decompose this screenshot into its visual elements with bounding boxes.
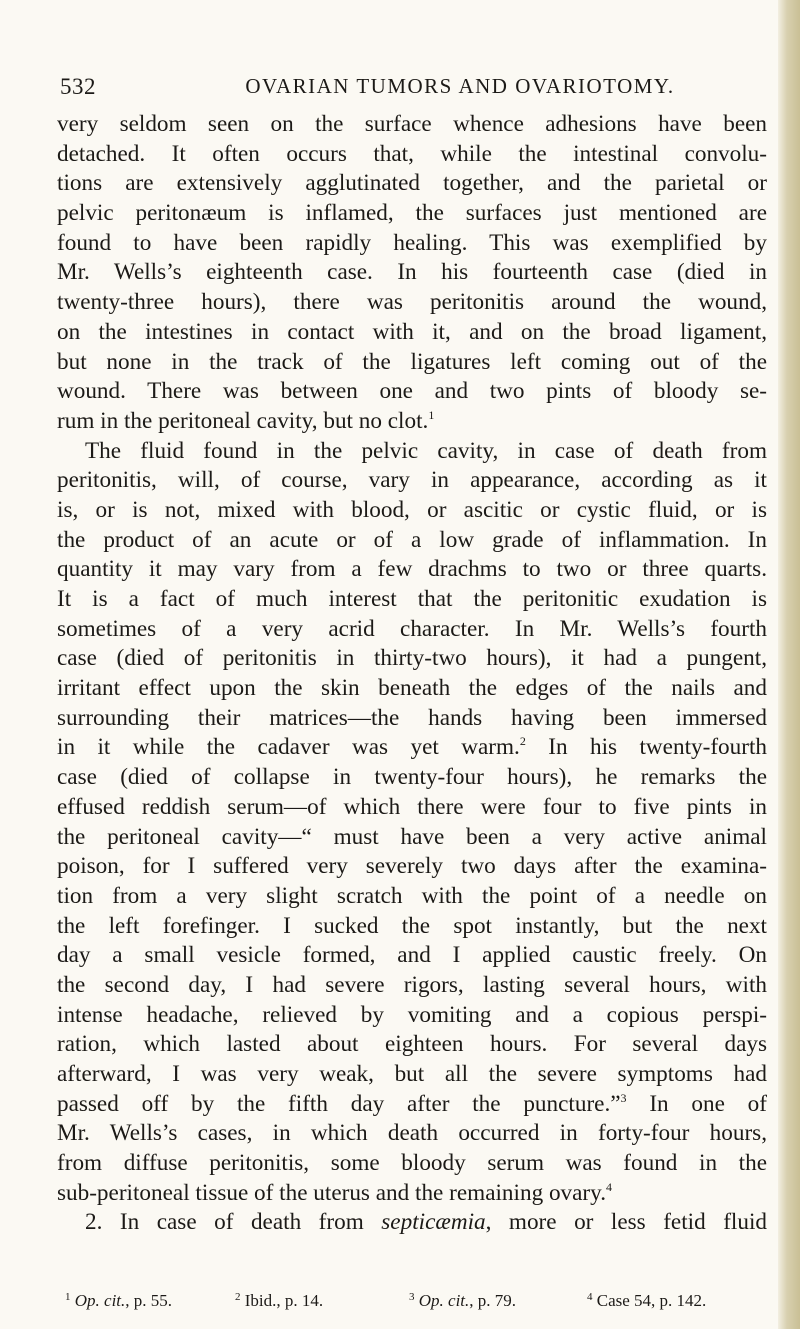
footnote-4: [587, 1291, 706, 1311]
text-line: [57, 704, 767, 734]
text-line: [57, 1001, 767, 1031]
line-text: intense headache, relieved by vomiting and a copious perspi-: [57, 1001, 767, 1028]
text-line: [57, 1208, 767, 1238]
footnote-2: [235, 1291, 323, 1311]
line-text: the left forefinger. I sucked the spot instantly, but the next: [57, 912, 767, 939]
line-text: the second day, I had severe rigors, lasting several hours, with: [57, 971, 767, 998]
footnote-3: [409, 1291, 516, 1311]
text-line: [57, 466, 767, 496]
text-line: [57, 526, 767, 556]
text-line: [57, 733, 767, 763]
line-text: twenty-three hours), there was peritonitis around the wound,: [57, 289, 767, 316]
footnote-marker: 2: [235, 1291, 241, 1303]
line-text: effused reddish serum—of which there were four to five pints in: [57, 793, 767, 820]
line-text: Mr. Wells’s eighteenth case. In his fourteenth case (died in: [57, 259, 767, 286]
line-text: quantity it may vary from a few drachms to two or three quarts.: [57, 556, 767, 583]
line-text: is, or is not, mixed with blood, or ascitic or cystic fluid, or is: [57, 496, 767, 523]
line-text: detached. It often occurs that, while the intestinal convolu-: [57, 140, 767, 167]
text-line: [57, 763, 767, 793]
line-text: peritonitis, will, of course, vary in appearance, according as it: [57, 467, 767, 494]
line-text: sometimes of a very acrid character. In Mr. Wells’s fourth: [57, 615, 767, 642]
line-text: afterward, I was very weak, but all the severe symptoms had: [57, 1061, 767, 1087]
line-text: on the intestines in contact with it, and on the broad ligament,: [57, 318, 767, 345]
line-text: from diffuse peritonitis, some bloody serum was found in the: [57, 1150, 767, 1177]
line-text-continued: In his twenty-fourth: [525, 734, 767, 761]
footnote-ref[interactable]: 4: [606, 1179, 613, 1194]
page-number: 532: [60, 74, 96, 99]
text-line: [57, 348, 767, 378]
text-line: [57, 823, 767, 853]
line-text: The fluid found in the pelvic cavity, in case of death from: [85, 437, 767, 464]
line-text: case (died of peritonitis in thirty-two hours), it had a pungent,: [57, 645, 767, 672]
text-line: [57, 1179, 767, 1209]
running-title: OVARIAN TUMORS AND OVARIOTOMY.: [245, 74, 675, 98]
running-head: [60, 74, 760, 104]
footnote-marker: 1: [65, 1291, 71, 1303]
text-line: [57, 615, 767, 645]
text-line: [57, 1090, 767, 1120]
line-text: day a small vesicle formed, and I applied caustic freely. On: [57, 942, 767, 969]
line-text: wound. There was between one and two pints of bloody se-: [57, 378, 767, 405]
text-line: [57, 1149, 767, 1179]
line-text: pelvic peritonæum is inflamed, the surfaces just mentioned are: [57, 200, 767, 227]
line-text: but none in the track of the ligatures left coming out of the: [57, 348, 767, 375]
line-text: rum in the peritoneal cavity, but no clot.: [57, 407, 429, 434]
text-line: [57, 407, 767, 437]
text-line: [57, 258, 767, 288]
text-line: [57, 882, 767, 912]
text-line: [57, 288, 767, 318]
footnote-ref[interactable]: 3: [620, 1090, 627, 1105]
line-text: Mr. Wells’s cases, in which death occurred in forty-four hours,: [57, 1120, 767, 1147]
text-line: [57, 674, 767, 704]
line-text: surrounding their matrices—the hands having been immersed: [57, 704, 767, 731]
line-text: 2. In case of death from: [85, 1209, 382, 1236]
line-text: irritant effect upon the skin beneath the edges of the nails and: [57, 675, 767, 702]
text-line: [57, 1060, 767, 1090]
line-text: It is a fact of much interest that the peritonitic exudation is: [57, 586, 767, 612]
footnote-marker: 3: [409, 1291, 415, 1303]
footnote-source: Op. cit.: [74, 1291, 126, 1310]
line-text: the peritoneal cavity—“ must have been a very active animal: [57, 823, 767, 850]
line-text: in it while the cadaver was yet warm.: [57, 734, 520, 761]
footnote-text: Ibid., p. 14.: [244, 1291, 324, 1310]
text-line: [57, 169, 767, 199]
text-line: [57, 140, 767, 170]
line-text: ration, which lasted about eighteen hours. For several days: [57, 1031, 767, 1058]
text-line: [57, 912, 767, 942]
text-line: [57, 110, 767, 140]
text-line: [57, 793, 767, 823]
line-text: the product of an acute or of a low grade of inflammation. In: [57, 526, 767, 553]
line-text: found to have been rapidly healing. This was exemplified by: [57, 229, 767, 256]
text-line: [57, 1030, 767, 1060]
footnote-ref[interactable]: 2: [519, 734, 526, 749]
line-text-continued: In one of: [626, 1090, 767, 1117]
text-line: [57, 318, 767, 348]
text-line: [57, 852, 767, 882]
text-line: [57, 496, 767, 526]
footnote-1: [65, 1291, 172, 1311]
text-line: [57, 555, 767, 585]
line-text-continued: , more or less fetid fluid: [485, 1209, 767, 1236]
line-text: tions are extensively agglutinated together, and the parietal or: [57, 170, 767, 197]
footnotes: [57, 1291, 767, 1315]
line-text: sub-peritoneal tissue of the uterus and the remaining ovary.: [57, 1179, 607, 1206]
line-text: very seldom seen on the surface whence adhesions have been: [57, 111, 767, 137]
footnote-text: Case 54, p. 142.: [596, 1291, 707, 1310]
text-line: [57, 437, 767, 467]
text-line: [57, 971, 767, 1001]
footnote-text: , p. 79.: [469, 1291, 517, 1310]
text-line: [57, 229, 767, 259]
footnote-marker: 4: [587, 1291, 593, 1303]
text-line: [57, 377, 767, 407]
line-text: passed off by the fifth day after the puncture.”: [57, 1090, 621, 1117]
text-line: [57, 199, 767, 229]
page-edge: [778, 0, 800, 1329]
line-text: poison, for I suffered very severely two days after the examina-: [57, 853, 767, 880]
body-text: [57, 110, 767, 1238]
text-line: [57, 644, 767, 674]
line-text: case (died of collapse in twenty-four hours), he remarks the: [57, 764, 767, 791]
text-line: [57, 941, 767, 971]
text-line: [57, 1119, 767, 1149]
footnote-ref[interactable]: 1: [428, 407, 435, 422]
text-line: [57, 585, 767, 615]
footnote-text: , p. 55.: [125, 1291, 173, 1310]
footnote-source: Op. cit.: [418, 1291, 470, 1310]
line-emphasis: septicæmia: [381, 1209, 486, 1236]
line-text: tion from a very slight scratch with the point of a needle on: [57, 882, 767, 909]
